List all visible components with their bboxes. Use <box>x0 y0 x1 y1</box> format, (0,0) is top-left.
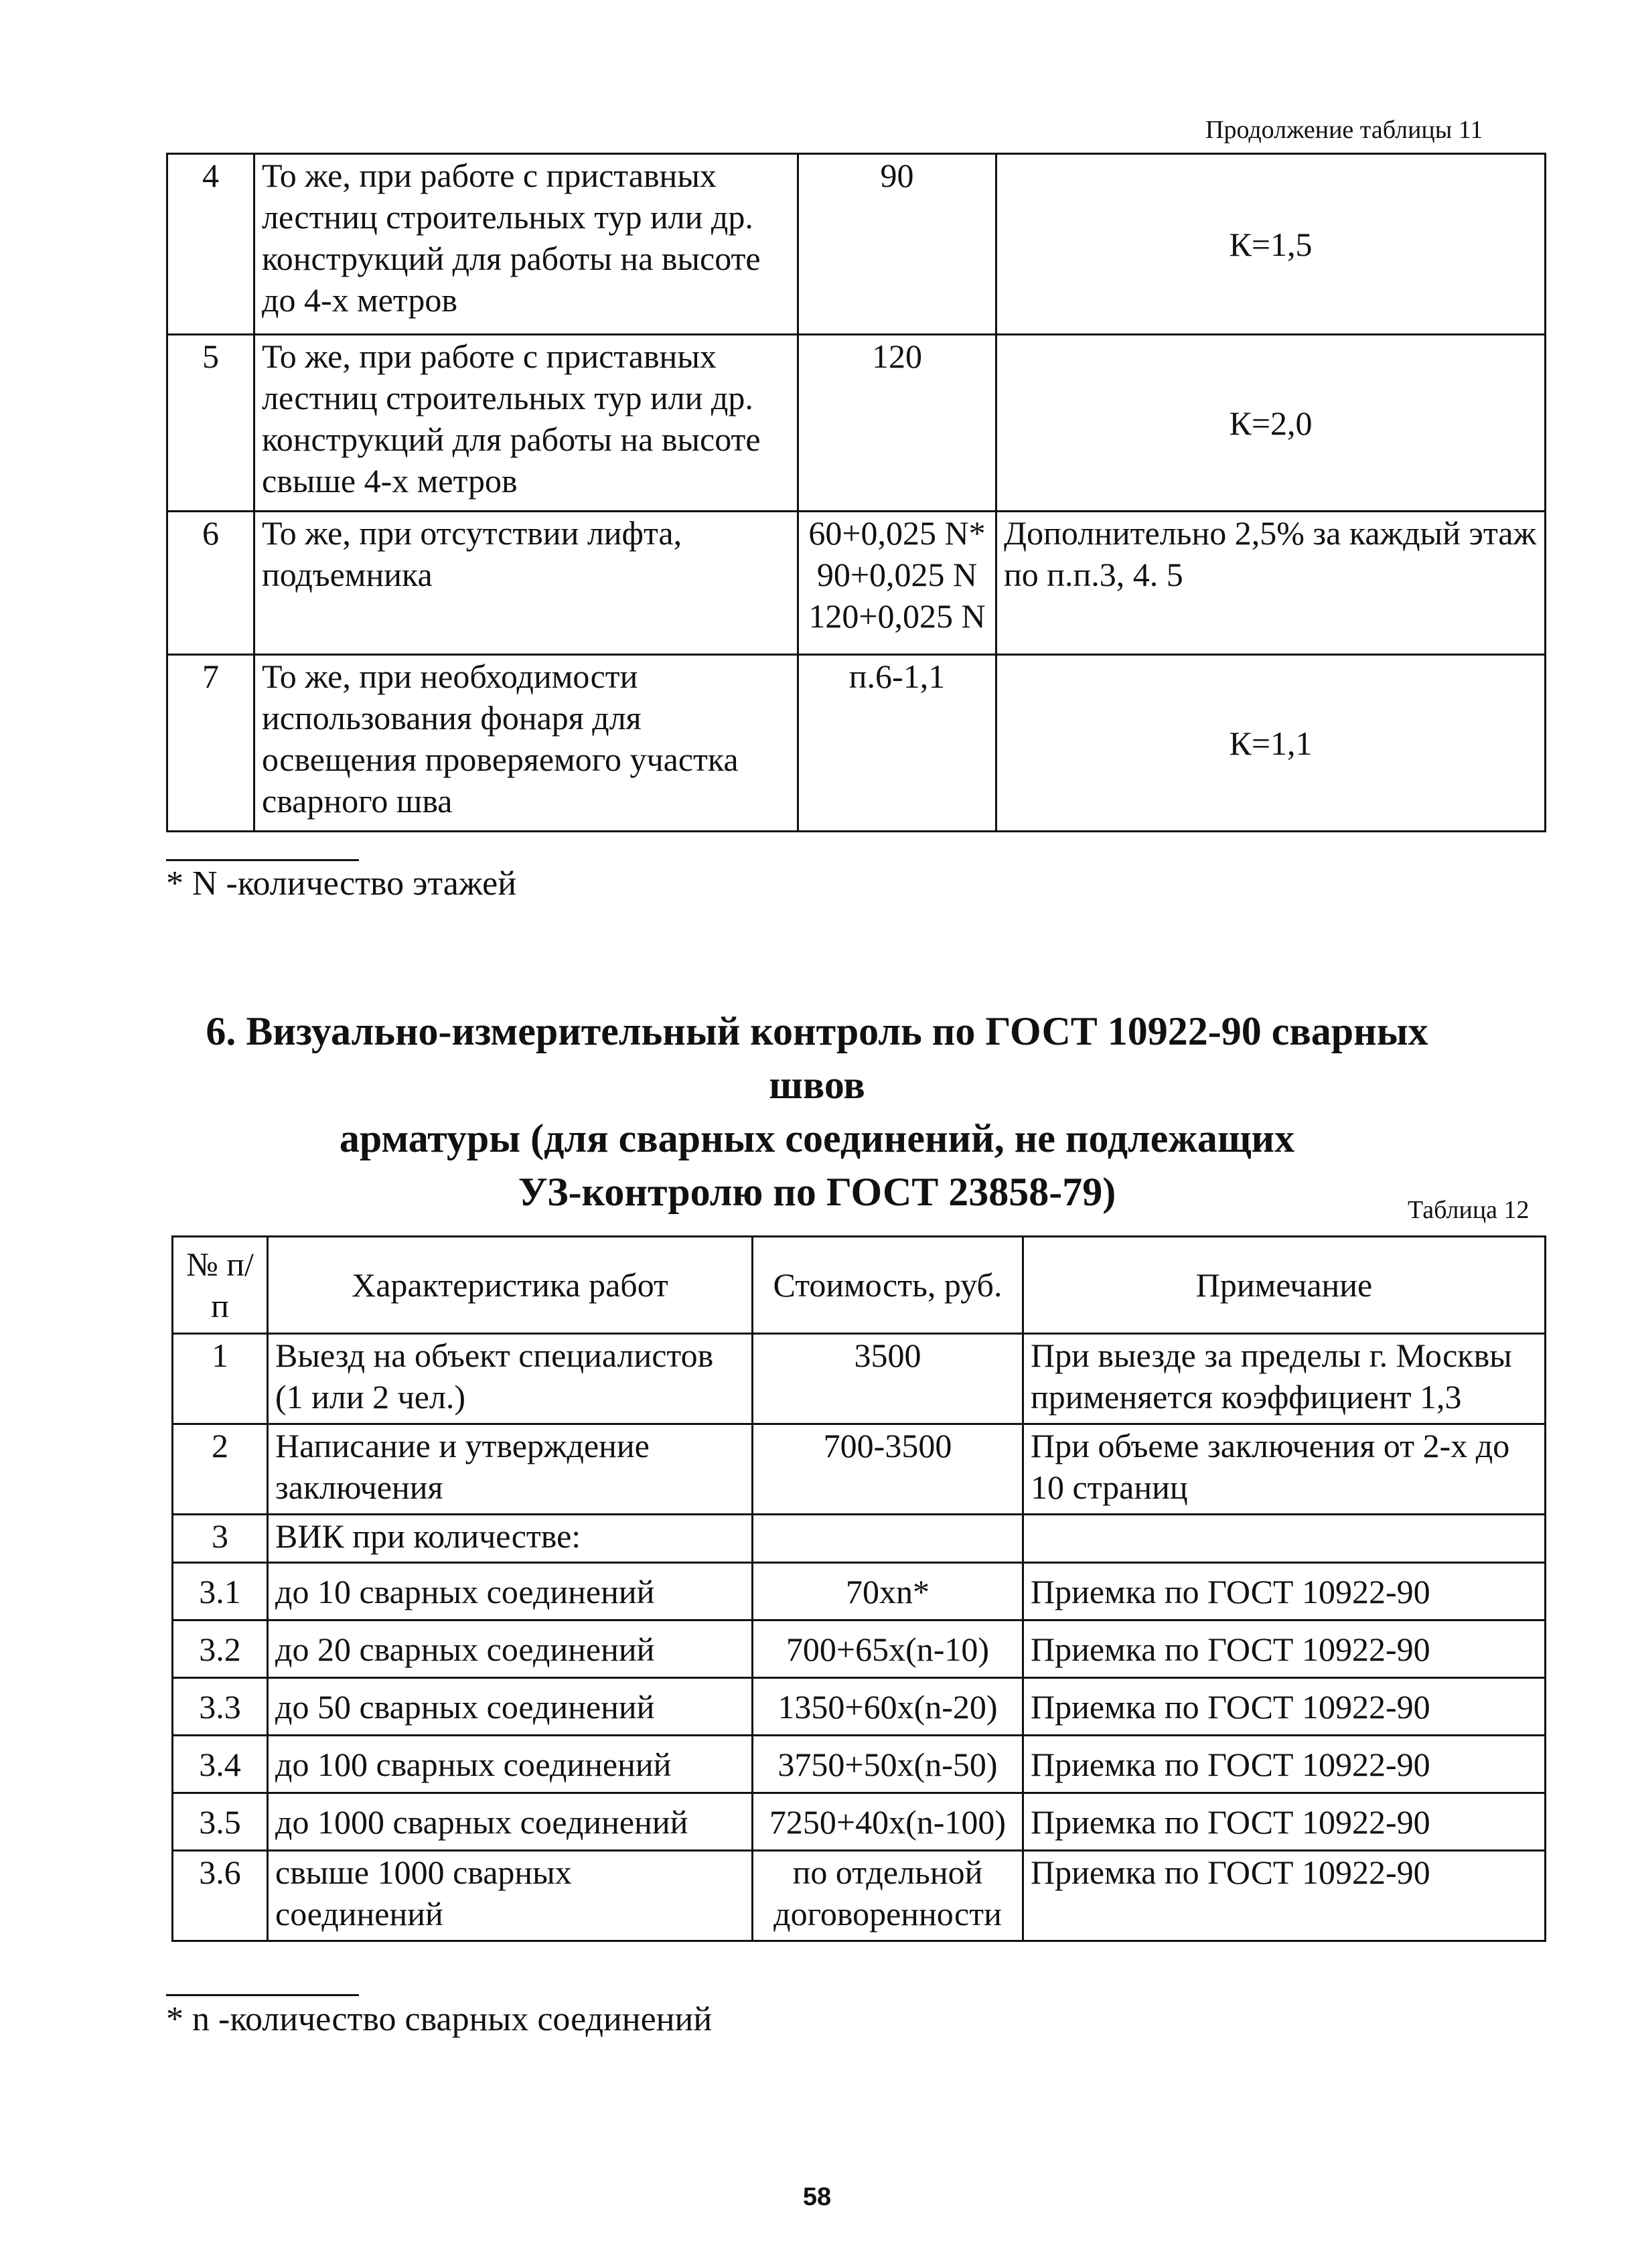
work-description: Написание и утверждение заключения <box>268 1424 753 1515</box>
row-number: 3.6 <box>173 1851 268 1941</box>
note-cell: При выезде за пределы г. Москвы применяется коэффициент 1,3 <box>1023 1334 1546 1424</box>
table-row <box>173 1620 1546 1678</box>
cost-line: 120+0,025 N <box>808 597 986 635</box>
row-number: 3 <box>173 1515 268 1563</box>
row-number: 3.2 <box>173 1620 268 1678</box>
work-description: Выезд на объект специалистов (1 или 2 чел.) <box>268 1334 753 1424</box>
table-row <box>173 1334 1546 1424</box>
note-cell: Приемка по ГОСТ 10922-90 <box>1023 1736 1546 1793</box>
row-number: 3.3 <box>173 1678 268 1736</box>
table-label: Таблица 12 <box>1408 1196 1530 1224</box>
cost-cell: 90 <box>798 154 996 335</box>
table-row <box>167 655 1546 832</box>
work-description: до 50 сварных соединений <box>268 1678 753 1736</box>
cost-cell: 1350+60х(n-20) <box>753 1678 1023 1736</box>
cost-cell: 3750+50х(n-50) <box>753 1736 1023 1793</box>
row-number: 7 <box>167 655 254 832</box>
header-description: Характеристика работ <box>268 1237 753 1334</box>
note-cell: Приемка по ГОСТ 10922-90 <box>1023 1793 1546 1851</box>
page-number: 58 <box>802 2183 832 2211</box>
table-row <box>173 1515 1546 1563</box>
work-description: То же, при необходимости использования фонаря для освещения проверяемого участка сварного шва <box>254 655 798 832</box>
note-cell: Приемка по ГОСТ 10922-90 <box>1023 1563 1546 1620</box>
cost-cell: 700-3500 <box>753 1424 1023 1515</box>
row-number: 4 <box>167 154 254 335</box>
cost-cell <box>798 512 996 655</box>
cost-cell: 3500 <box>753 1334 1023 1424</box>
row-number: 5 <box>167 335 254 512</box>
table-row <box>173 1736 1546 1793</box>
table-12 <box>171 1235 1546 1942</box>
work-description: до 1000 сварных соединений <box>268 1793 753 1851</box>
table-header-row <box>173 1237 1546 1334</box>
note-cell: К=2,0 <box>996 335 1546 512</box>
header-cost: Стоимость, руб. <box>753 1237 1023 1334</box>
section-heading <box>161 1004 1473 1219</box>
header-number: № п/п <box>173 1237 268 1334</box>
note-cell: Приемка по ГОСТ 10922-90 <box>1023 1678 1546 1736</box>
work-description: То же, при отсутствии лифта, подъемника <box>254 512 798 655</box>
continuation-label: Продолжение таблицы 11 <box>1205 116 1483 144</box>
table-row <box>173 1563 1546 1620</box>
note-cell: При объеме заключения от 2-х до 10 страниц <box>1023 1424 1546 1515</box>
work-description: свыше 1000 сварных соединений <box>268 1851 753 1941</box>
work-description: То же, при работе с приставных лестниц строительных тур или др. конструкций для работы на высоте до 4-х метров <box>254 154 798 335</box>
work-description: до 100 сварных соединений <box>268 1736 753 1793</box>
row-number: 3.4 <box>173 1736 268 1793</box>
header-note: Примечание <box>1023 1237 1546 1334</box>
cost-cell: п.6-1,1 <box>798 655 996 832</box>
work-description: То же, при работе с приставных лестниц строительных тур или др. конструкций для работы на высоте свыше 4-х метров <box>254 335 798 512</box>
row-number: 3.1 <box>173 1563 268 1620</box>
table-row <box>173 1851 1546 1941</box>
footnote-rule <box>166 859 359 861</box>
note-cell: Приемка по ГОСТ 10922-90 <box>1023 1851 1546 1941</box>
section-heading-line: арматуры (для сварных соединений, не подлежащих <box>339 1116 1295 1160</box>
cost-line: 60+0,025 N* <box>808 514 986 552</box>
footnote-floors: * N -количество этажей <box>166 864 517 903</box>
note-cell: Дополнительно 2,5% за каждый этаж по п.п.3, 4. 5 <box>996 512 1546 655</box>
cost-cell: по отдельной договоренности <box>753 1851 1023 1941</box>
work-description: до 10 сварных соединений <box>268 1563 753 1620</box>
cost-cell: 7250+40х(n-100) <box>753 1793 1023 1851</box>
note-cell: К=1,5 <box>996 154 1546 335</box>
row-number: 2 <box>173 1424 268 1515</box>
table-row <box>167 335 1546 512</box>
table-row <box>173 1424 1546 1515</box>
cost-cell: 70хn* <box>753 1563 1023 1620</box>
table-row <box>167 512 1546 655</box>
work-description: до 20 сварных соединений <box>268 1620 753 1678</box>
row-number: 6 <box>167 512 254 655</box>
note-cell <box>1023 1515 1546 1563</box>
section-heading-line: УЗ-контролю по ГОСТ 23858-79) <box>518 1170 1116 1214</box>
table-row <box>167 154 1546 335</box>
cost-cell <box>753 1515 1023 1563</box>
row-number: 1 <box>173 1334 268 1424</box>
cost-cell: 700+65х(n-10) <box>753 1620 1023 1678</box>
footnote-rule <box>166 1994 359 1996</box>
work-description: ВИК при количестве: <box>268 1515 753 1563</box>
row-number: 3.5 <box>173 1793 268 1851</box>
note-cell: Приемка по ГОСТ 10922-90 <box>1023 1620 1546 1678</box>
section-heading-line: 6. Визуально-измерительный контроль по ГОСТ 10922-90 сварных швов <box>206 1009 1428 1107</box>
table-row <box>173 1793 1546 1851</box>
table-11-continuation <box>166 153 1546 832</box>
cost-cell: 120 <box>798 335 996 512</box>
note-cell: К=1,1 <box>996 655 1546 832</box>
table-row <box>173 1678 1546 1736</box>
footnote-joints: * n -количество сварных соединений <box>166 2000 713 2038</box>
cost-line: 90+0,025 N <box>816 556 978 593</box>
